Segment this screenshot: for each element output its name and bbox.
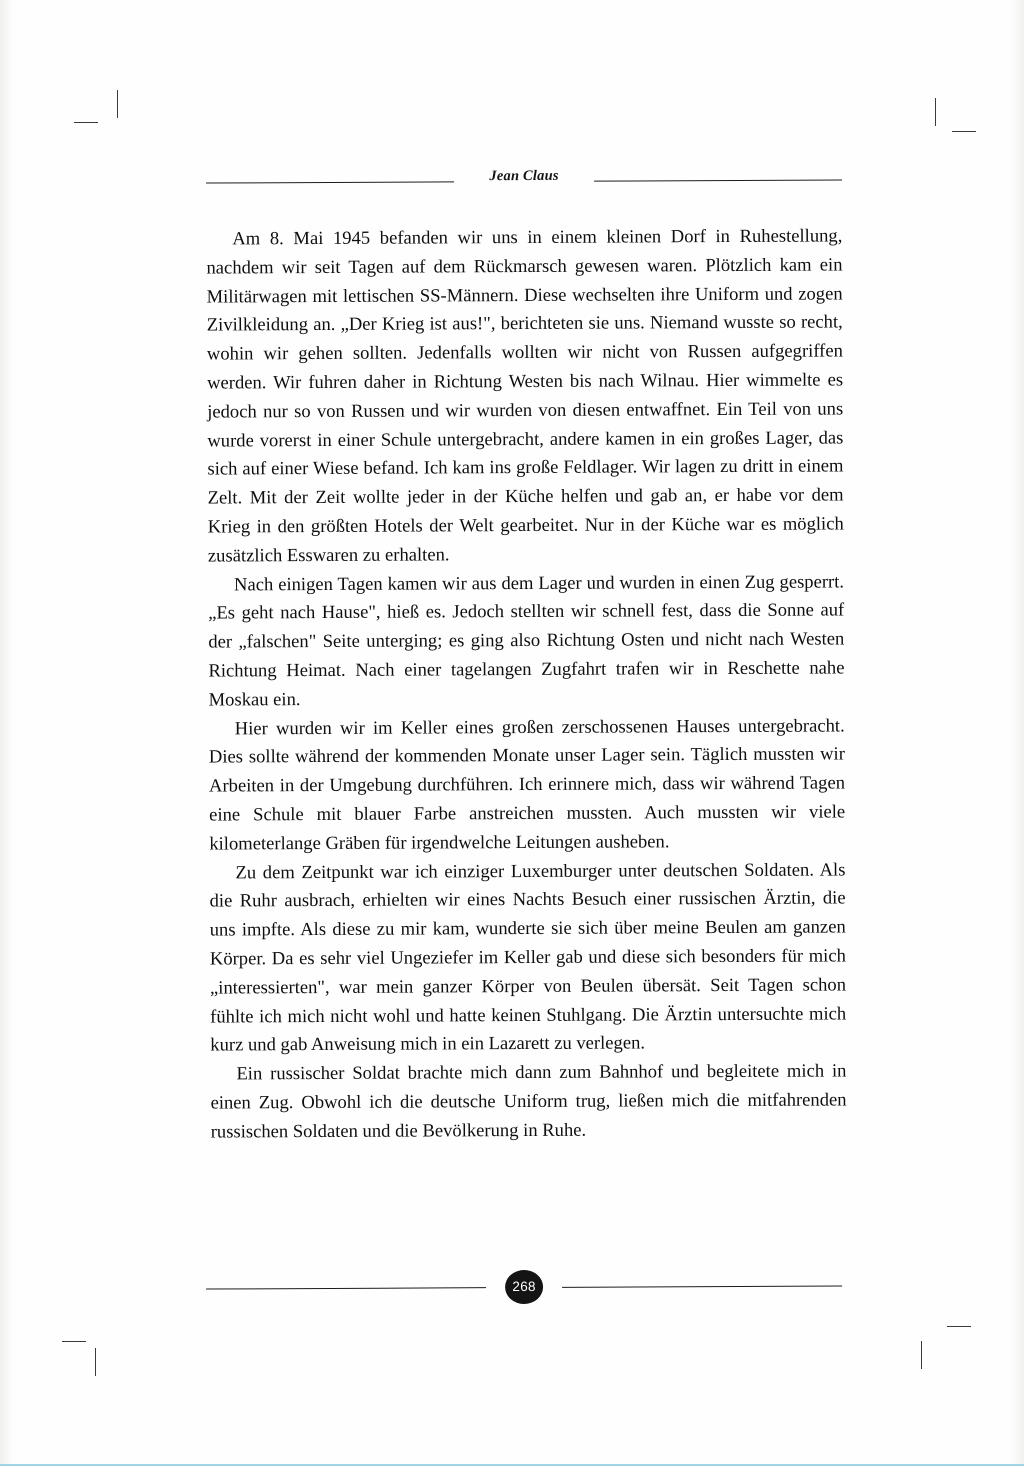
footer-rule-left [206,1287,486,1289]
page-content [206,166,847,1147]
running-head [206,166,842,195]
paragraph: Ein russischer Soldat brachte mich dann zum Bahnhof und begleitete mich in einen Zug. Obwohl ich die deutsche Uniform trug, ließen mich die mitfahrenden russischen Soldaten und die Bevölkerung in Ruhe. [210,1060,847,1143]
body-text [206,222,846,1147]
crop-mark-bottom-left-vertical [95,1348,96,1376]
scan-edge-right [1008,0,1024,1482]
paragraph: Am 8. Mai 1945 befanden wir uns in einem kleinen Dorf in Ruhestellung, nachdem wir seit Tagen auf dem Rückmarsch gewesen waren. Plötzlich kam ein Militärwagen mit lettischen SS-Männern. Diese wechselten ihre Uniform und zogen Zivilkleidung an. „Der Krieg ist aus!", berichteten sie uns. Niemand wusste so recht, wohin wir gehen sollten. Jedenfalls wollten wir nicht von Russen aufgegriffen werden. Wir fuhren daher in Richtung Westen bis nach Wilnau. Hier wimmelte es jedoch nur so von Russen und wir wurden von diesen entwaffnet. Ein Teil von uns wurde vorerst in einer Schule untergebracht, andere kamen in ein großes Lager, das sich auf einer Wiese befand. Ich kam ins große Feldlager. Wir lagen zu dritt in einem Zelt. Mit der Zeit wollte jeder in der Küche helfen und gab an, er habe vor dem Krieg in den größten Hotels der Welt gearbeitet. Nur in der Küche war es möglich zusätzlich Esswaren zu erhalten. [206,225,844,567]
paragraph: Hier wurden wir im Keller eines großen zerschossenen Hauses untergebracht. Dies sollte während der kommenden Monate unser Lager sein. Täglich mussten wir Arbeiten in der Umgebung durchführen. Ich erinnere mich, dass wir während Tagen eine Schule mit blauer Farbe anstreichen mussten. Auch mussten wir viele kilometerlange Gräben für irgendwelche Leitungen ausheben. [208,714,846,855]
running-head-author: Jean Claus [489,167,559,185]
page-bottom-band [0,1464,1024,1482]
paragraph: Nach einigen Tagen kamen wir aus dem Lager und wurden in einen Zug gesperrt. „Es geht nach Hause", hieß es. Jedoch stellten wir schnell fest, dass die Sonne auf der „falschen" Seite unterging; es ging also Richtung Osten und nicht nach Westen Richtung Heimat. Nach einer tagelangen Zugfahrt trafen wir in Reschette nahe Moskau ein. [208,571,845,711]
crop-mark-bottom-right-horizontal [947,1326,971,1327]
crop-mark-top-right-horizontal [952,131,976,132]
crop-mark-top-right-vertical [935,98,936,126]
page-footer [206,1268,842,1305]
paragraph: Zu dem Zeitpunkt war ich einziger Luxemburger unter deutschen Soldaten. Als die Ruhr ausbrach, erhielten wir eines Nachts Besuch einer russischen Ärztin, die uns impfte. Als diese zu mir kam, wunderte sie sich über meine Beulen am ganzen Körper. Da es sehr viel Ungeziefer im Keller gab und diese sich besonders für mich „interessierten", war mein ganzer Körper von Beulen übersät. Seit Tagen schon fühlte ich mich nicht wohl und hatte keinen Stuhlgang. Die Ärztin untersuchte mich kurz und gab Anweisung mich in ein Lazarett zu verlegen. [209,858,847,1056]
crop-mark-top-left-horizontal [74,122,98,123]
crop-mark-bottom-left-horizontal [62,1341,86,1342]
crop-mark-top-left-vertical [117,90,118,118]
page-number: 268 [505,1270,543,1304]
crop-mark-bottom-right-vertical [921,1341,922,1369]
footer-rule-right [562,1285,842,1287]
scan-edge-left [0,0,14,1482]
